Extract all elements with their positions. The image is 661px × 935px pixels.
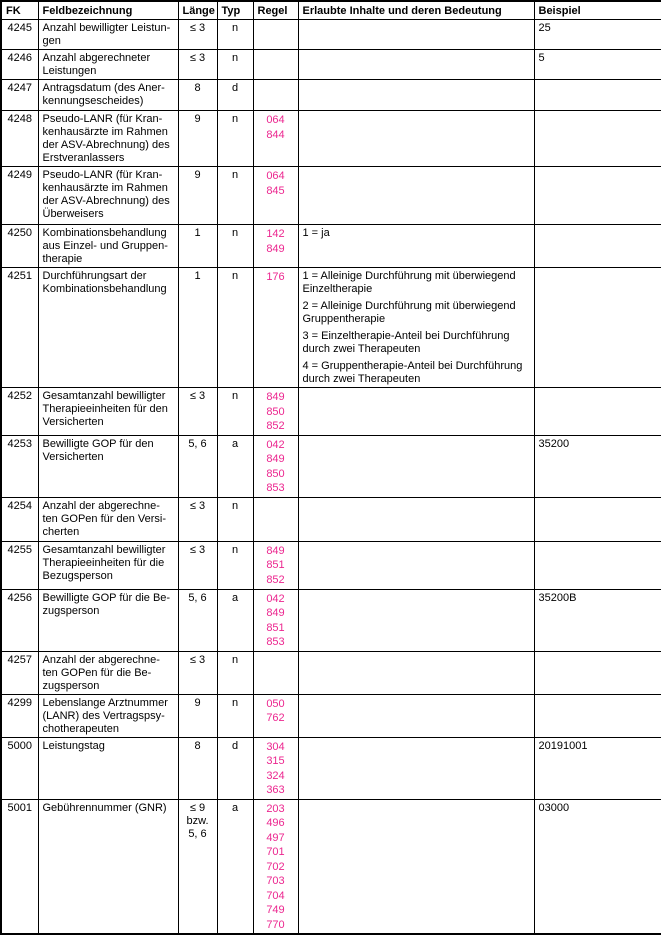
table-row (1, 225, 661, 268)
cell-fk (1, 167, 38, 225)
regel-number: 064 (266, 170, 285, 182)
cell-laenge (178, 50, 217, 80)
regel-number: 042 (266, 592, 285, 605)
feldbezeichnung-line: aus Einzel- und Gruppen- (42, 240, 168, 252)
feldbezeichnung-line: ten GOPen für die Be- (42, 666, 152, 679)
cell-erlaubte-inhalte (298, 167, 534, 225)
cell-fk (1, 737, 38, 799)
cell-fk (1, 225, 38, 268)
feldbezeichnung-line: Gebührennummer (GNR) (42, 801, 167, 814)
feldbezeichnung-line: zugsperson (42, 679, 100, 692)
table-row (1, 50, 661, 80)
feldbezeichnung-line: Antragsdatum (des Aner- (42, 82, 165, 94)
beispiel-value: 35200 (538, 437, 570, 450)
feldbezeichnung-line: Gesamtanzahl bewilligter (42, 543, 166, 556)
laenge-line: 9 (194, 169, 201, 181)
cell-beispiel (534, 388, 661, 436)
fk-value: 4299 (7, 696, 32, 709)
cell-beispiel (534, 737, 661, 799)
cell-feldbezeichnung (38, 497, 178, 541)
feldbezeichnung-line: Gesamtanzahl bewilligter (42, 390, 166, 402)
cell-feldbezeichnung (38, 651, 178, 694)
column-header-typ: Typ (217, 1, 253, 20)
cell-regel (253, 20, 298, 50)
table-header (1, 1, 661, 20)
feldbezeichnung-line: der ASV-Abrechnung) des (42, 139, 170, 151)
laenge-line: 5, 6 (188, 591, 207, 604)
beispiel-value: 03000 (538, 801, 570, 814)
cell-regel (253, 50, 298, 80)
cell-regel (253, 589, 298, 651)
cell-erlaubte-inhalte (298, 589, 534, 651)
regel-number: 849 (266, 391, 285, 403)
table-row (1, 268, 661, 388)
regel-number: 852 (266, 573, 285, 586)
regel-number: 852 (266, 420, 285, 432)
feldbezeichnung-line: Erstveranlassers (42, 152, 125, 164)
regel-number: 849 (266, 607, 285, 619)
column-header-erlaubte-inhalte: Erlaubte Inhalte und deren Bedeutung (298, 1, 534, 20)
laenge-line: 8 (194, 739, 201, 752)
typ-value: n (231, 227, 239, 239)
cell-beispiel (534, 541, 661, 589)
laenge-line: ≤ 3 (189, 52, 206, 64)
cell-erlaubte-inhalte (298, 111, 534, 167)
cell-beispiel (534, 268, 661, 388)
laenge-line: bzw. (186, 814, 209, 827)
typ-value: n (231, 653, 239, 666)
cell-typ (217, 268, 253, 388)
cell-fk (1, 799, 38, 934)
feldbezeichnung-line: Versicherten (42, 450, 104, 463)
cell-typ (217, 50, 253, 80)
cell-typ (217, 111, 253, 167)
cell-laenge (178, 589, 217, 651)
feldbezeichnung-line: Lebenslange Arztnummer (42, 696, 168, 709)
column-header-beispiel: Beispiel (534, 1, 661, 20)
feldbezeichnung-line: Kombinationsbehandlung (42, 283, 167, 295)
cell-erlaubte-inhalte (298, 435, 534, 497)
feldbezeichnung-line: Anzahl der abgerechne- (42, 653, 160, 666)
cell-regel (253, 80, 298, 111)
feldbezeichnung-line: Pseudo-LANR (für Kran- (42, 113, 163, 125)
feldbezeichnung-line: Anzahl abgerechneter (42, 52, 151, 64)
header-row (1, 1, 661, 20)
cell-laenge (178, 541, 217, 589)
cell-regel (253, 651, 298, 694)
typ-value: n (231, 696, 239, 709)
regel-number: 701 (266, 846, 285, 858)
table-row (1, 111, 661, 167)
fk-value: 4246 (7, 52, 32, 64)
regel-number: 849 (266, 242, 285, 255)
regel-number: 704 (266, 889, 285, 902)
cell-feldbezeichnung (38, 20, 178, 50)
feldbezeichnung-line: Therapieeinheiten für den (42, 403, 168, 415)
erlaubte-inhalte-paragraph: 3 = Einzeltherapie-Anteil bei Durchführung durch zwei Therapeuten (302, 330, 510, 355)
feldbezeichnung-line: kennungsescheides) (42, 95, 144, 107)
fk-value: 4251 (7, 270, 32, 282)
cell-laenge (178, 268, 217, 388)
typ-value: n (231, 22, 239, 34)
cell-laenge (178, 651, 217, 694)
regel-number: 064 (266, 114, 285, 126)
cell-beispiel (534, 20, 661, 50)
laenge-line: 5, 6 (188, 437, 207, 450)
cell-laenge (178, 497, 217, 541)
feldbezeichnung-line: Versicherten (42, 416, 104, 428)
regel-number: 042 (266, 438, 285, 451)
typ-value: n (231, 52, 239, 64)
regel-number: 850 (266, 405, 285, 418)
cell-erlaubte-inhalte (298, 268, 534, 388)
feldbezeichnung-line: therapie (42, 253, 83, 265)
cell-laenge (178, 167, 217, 225)
regel-number: 845 (266, 184, 285, 197)
cell-erlaubte-inhalte (298, 50, 534, 80)
laenge-line: ≤ 9 (189, 801, 206, 814)
cell-fk (1, 541, 38, 589)
cell-beispiel (534, 497, 661, 541)
cell-typ (217, 20, 253, 50)
erlaubte-inhalte-paragraph: 1 = ja (302, 227, 330, 239)
cell-typ (217, 737, 253, 799)
regel-number: 497 (266, 831, 285, 844)
regel-number: 762 (266, 712, 285, 724)
typ-value: n (231, 543, 239, 556)
feldbezeichnung-line: (LANR) des Vertragspsy- (42, 709, 165, 722)
typ-value: a (231, 437, 239, 450)
cell-regel (253, 225, 298, 268)
laenge-line: 9 (194, 696, 201, 709)
cell-erlaubte-inhalte (298, 388, 534, 436)
cell-regel (253, 497, 298, 541)
cell-fk (1, 50, 38, 80)
laenge-line: 5, 6 (188, 827, 207, 840)
column-header-regel: Regel (253, 1, 298, 20)
fk-value: 4247 (7, 82, 32, 94)
regel-number: 315 (266, 755, 285, 767)
cell-regel (253, 694, 298, 737)
cell-laenge (178, 694, 217, 737)
feldbezeichnung-line: cherten (42, 525, 80, 538)
feldbezeichnung-line: Leistungen (42, 65, 97, 77)
beispiel-value: 25 (538, 22, 551, 34)
typ-value: n (231, 270, 239, 282)
fk-value: 4254 (7, 499, 32, 512)
laenge-line: 9 (194, 113, 201, 125)
cell-typ (217, 497, 253, 541)
beispiel-value: 20191001 (538, 739, 588, 752)
cell-erlaubte-inhalte (298, 799, 534, 934)
cell-fk (1, 268, 38, 388)
cell-typ (217, 541, 253, 589)
cell-laenge (178, 388, 217, 436)
laenge-line: 8 (194, 82, 201, 94)
regel-number: 850 (266, 467, 285, 480)
cell-laenge (178, 225, 217, 268)
cell-typ (217, 651, 253, 694)
feldbezeichnung-line: Therapieeinheiten für die (42, 556, 165, 569)
cell-feldbezeichnung (38, 268, 178, 388)
cell-erlaubte-inhalte (298, 80, 534, 111)
cell-fk (1, 80, 38, 111)
cell-typ (217, 435, 253, 497)
erlaubte-inhalte-paragraph: 1 = Alleinige Durchführung mit überwiegend Einzeltherapie (302, 270, 516, 295)
feldbezeichnung-line: der ASV-Abrechnung) des (42, 195, 170, 207)
cell-fk (1, 589, 38, 651)
cell-typ (217, 80, 253, 111)
cell-beispiel (534, 694, 661, 737)
table-row (1, 388, 661, 436)
regel-number: 849 (266, 544, 285, 557)
typ-value: n (231, 113, 239, 125)
cell-feldbezeichnung (38, 111, 178, 167)
cell-fk (1, 20, 38, 50)
feldbezeichnung-line: kenhausärzte im Rahmen (42, 126, 168, 138)
regel-number: 851 (266, 621, 285, 634)
erlaubte-inhalte-paragraph: 4 = Gruppentherapie-Anteil bei Durchführung durch zwei Therapeuten (302, 360, 523, 385)
fk-value: 5000 (7, 739, 32, 752)
feldbezeichnung-line: Leistungstag (42, 739, 105, 752)
table-row (1, 435, 661, 497)
regel-number: 703 (266, 875, 285, 887)
regel-number: 770 (266, 918, 285, 931)
cell-feldbezeichnung (38, 694, 178, 737)
feldbezeichnung-line: zugsperson (42, 604, 100, 617)
cell-beispiel (534, 111, 661, 167)
feldbezeichnung-line: Anzahl der abgerechne- (42, 499, 160, 512)
cell-typ (217, 167, 253, 225)
cell-regel (253, 799, 298, 934)
regel-number: 853 (266, 636, 285, 648)
typ-value: a (231, 801, 239, 814)
fk-value: 4256 (7, 591, 32, 604)
cell-regel (253, 111, 298, 167)
laenge-line: 1 (194, 270, 201, 282)
cell-fk (1, 497, 38, 541)
laenge-line: ≤ 3 (189, 390, 206, 402)
cell-typ (217, 388, 253, 436)
cell-fk (1, 388, 38, 436)
cell-beispiel (534, 651, 661, 694)
cell-regel (253, 388, 298, 436)
cell-feldbezeichnung (38, 799, 178, 934)
cell-erlaubte-inhalte (298, 651, 534, 694)
feldbezeichnung-line: Bewilligte GOP für die Be- (42, 591, 171, 604)
cell-typ (217, 589, 253, 651)
table-row (1, 20, 661, 50)
feldbezeichnung-line: Bewilligte GOP für den (42, 437, 154, 450)
cell-beispiel (534, 589, 661, 651)
cell-beispiel (534, 225, 661, 268)
typ-value: d (231, 82, 239, 94)
regel-number: 702 (266, 860, 285, 873)
regel-number: 853 (266, 482, 285, 494)
cell-feldbezeichnung (38, 167, 178, 225)
regel-number: 176 (266, 271, 285, 283)
cell-laenge (178, 799, 217, 934)
cell-erlaubte-inhalte (298, 541, 534, 589)
cell-beispiel (534, 435, 661, 497)
erlaubte-inhalte-paragraph: 2 = Alleinige Durchführung mit überwiegend Gruppentherapie (302, 300, 516, 325)
cell-typ (217, 694, 253, 737)
beispiel-value: 5 (538, 52, 545, 64)
cell-feldbezeichnung (38, 737, 178, 799)
regel-number: 203 (266, 802, 285, 815)
cell-regel (253, 737, 298, 799)
regel-number: 324 (266, 769, 285, 782)
laenge-line: ≤ 3 (189, 499, 206, 512)
regel-number: 363 (266, 784, 285, 796)
laenge-line: ≤ 3 (189, 543, 206, 556)
cell-erlaubte-inhalte (298, 497, 534, 541)
cell-beispiel (534, 167, 661, 225)
fk-value: 4248 (7, 113, 32, 125)
laenge-line: 1 (194, 227, 201, 239)
table-row (1, 694, 661, 737)
typ-value: a (231, 591, 239, 604)
feldbezeichnung-line: Pseudo-LANR (für Kran- (42, 169, 163, 181)
cell-beispiel (534, 50, 661, 80)
cell-fk (1, 435, 38, 497)
cell-fk (1, 694, 38, 737)
table-row (1, 80, 661, 111)
fk-value: 4250 (7, 227, 32, 239)
fk-value: 4255 (7, 543, 32, 556)
cell-laenge (178, 20, 217, 50)
cell-regel (253, 268, 298, 388)
regel-number: 749 (266, 904, 285, 916)
fk-value: 4249 (7, 169, 32, 181)
table-row (1, 497, 661, 541)
cell-fk (1, 651, 38, 694)
cell-feldbezeichnung (38, 589, 178, 651)
cell-fk (1, 111, 38, 167)
table-body (1, 20, 661, 935)
regel-number: 496 (266, 817, 285, 829)
cell-regel (253, 541, 298, 589)
table-row (1, 799, 661, 934)
beispiel-value: 35200B (538, 591, 577, 604)
regel-number: 304 (266, 740, 285, 753)
fk-value: 4252 (7, 390, 32, 402)
feldbezeichnung-line: kenhausärzte im Rahmen (42, 182, 168, 194)
fk-value: 4257 (7, 653, 32, 666)
feldbezeichnung-line: chotherapeuten (42, 722, 119, 735)
table-row (1, 167, 661, 225)
cell-feldbezeichnung (38, 225, 178, 268)
feldbezeichnung-line: Bezugsperson (42, 569, 113, 582)
cell-feldbezeichnung (38, 435, 178, 497)
laenge-line: ≤ 3 (189, 22, 206, 34)
cell-erlaubte-inhalte (298, 20, 534, 50)
column-header-fk: FK (1, 1, 38, 20)
fk-value: 4245 (7, 22, 32, 34)
table-row (1, 737, 661, 799)
cell-regel (253, 435, 298, 497)
cell-laenge (178, 737, 217, 799)
table-row (1, 541, 661, 589)
cell-laenge (178, 435, 217, 497)
feldbezeichnung-line: Durchführungsart der (42, 270, 147, 282)
table-row (1, 589, 661, 651)
feldbezeichnung-line: Kombinationsbehandlung (42, 227, 167, 239)
cell-typ (217, 225, 253, 268)
regel-number: 849 (266, 453, 285, 465)
table-row (1, 651, 661, 694)
feldbezeichnung-line: Überweisers (42, 208, 104, 220)
typ-value: n (231, 499, 239, 512)
laenge-line: ≤ 3 (189, 653, 206, 666)
typ-value: n (231, 390, 239, 402)
cell-erlaubte-inhalte (298, 737, 534, 799)
cell-typ (217, 799, 253, 934)
cell-feldbezeichnung (38, 388, 178, 436)
feldbezeichnung-line: ten GOPen für den Versi- (42, 512, 167, 525)
cell-erlaubte-inhalte (298, 694, 534, 737)
cell-beispiel (534, 80, 661, 111)
typ-value: d (231, 739, 239, 752)
cell-feldbezeichnung (38, 541, 178, 589)
cell-feldbezeichnung (38, 80, 178, 111)
cell-regel (253, 167, 298, 225)
cell-laenge (178, 80, 217, 111)
column-header-feldbezeichnung: Feldbezeichnung (38, 1, 178, 20)
feldbezeichnung-line: Anzahl bewilligter Leistun- (42, 22, 171, 34)
cell-laenge (178, 111, 217, 167)
feldbezeichnung-line: gen (42, 35, 61, 47)
regel-number: 851 (266, 559, 285, 571)
regel-number: 844 (266, 128, 285, 141)
fk-value: 5001 (7, 801, 32, 814)
regel-number: 050 (266, 697, 285, 710)
cell-beispiel (534, 799, 661, 934)
cell-erlaubte-inhalte (298, 225, 534, 268)
column-header-laenge: Länge (178, 1, 217, 20)
cell-feldbezeichnung (38, 50, 178, 80)
fk-value: 4253 (7, 437, 32, 450)
typ-value: n (231, 169, 239, 181)
regel-number: 142 (266, 228, 285, 240)
